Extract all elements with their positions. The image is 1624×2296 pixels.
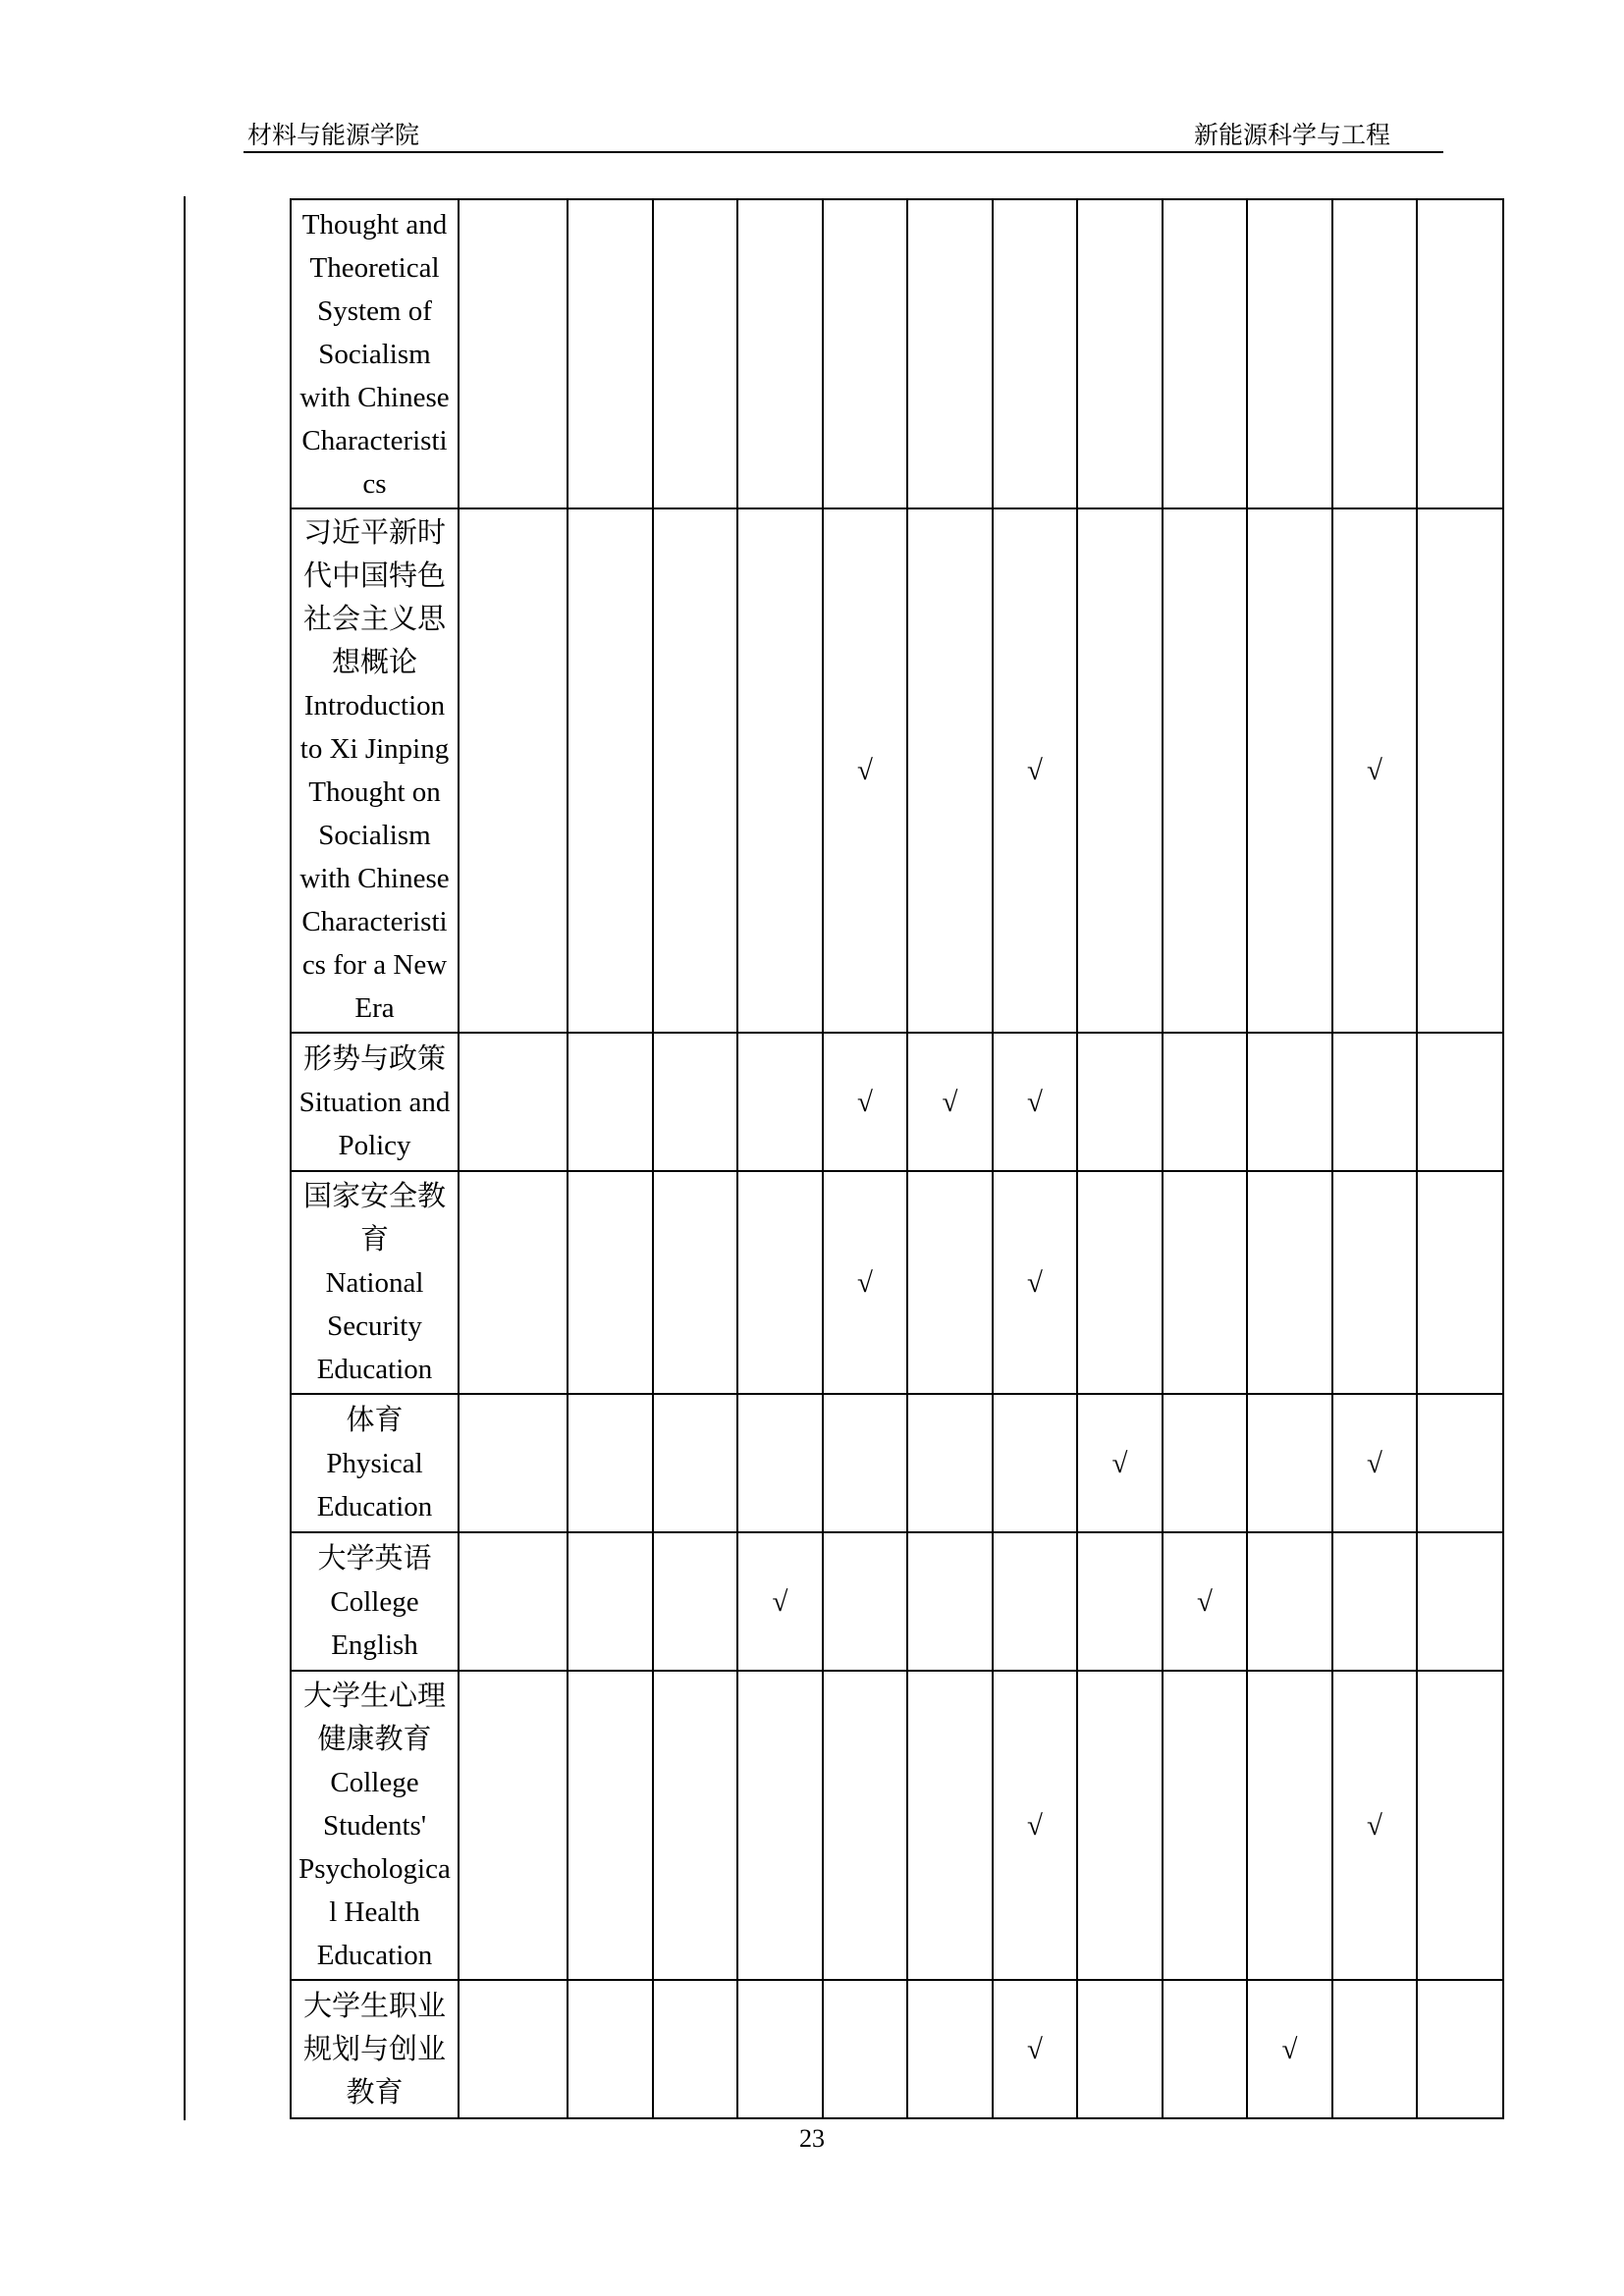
mark-cell	[1163, 1671, 1247, 1980]
mark-cell	[1077, 199, 1163, 508]
mark-cell	[1163, 1980, 1247, 2118]
mark-cell	[1417, 1033, 1503, 1171]
mark-cell	[1163, 1394, 1247, 1532]
mark-cell	[568, 1532, 653, 1671]
mark-cell	[568, 1171, 653, 1394]
mark-cell	[823, 1980, 907, 2118]
course-name-line: National	[325, 1266, 424, 1299]
mark-cell	[459, 1033, 568, 1171]
course-name-line: 体育	[346, 1404, 404, 1436]
mark-cell	[653, 508, 737, 1033]
mark-cell	[1077, 1980, 1163, 2118]
mark-cell	[459, 508, 568, 1033]
mark-cell	[1417, 199, 1503, 508]
course-name-line: 想概论	[331, 647, 417, 678]
course-name-line: Characteristi	[301, 906, 448, 937]
course-name-cell	[291, 1532, 459, 1671]
mark-cell: √	[1332, 1394, 1417, 1532]
mark-cell	[653, 1980, 737, 2118]
mark-cell	[1163, 1033, 1247, 1171]
course-name-line: Thought on	[308, 776, 441, 808]
mark-cell	[993, 199, 1077, 508]
mark-cell	[823, 1532, 907, 1671]
course-name-cell	[291, 508, 459, 1033]
course-name-line: 社会主义思	[302, 604, 446, 635]
course-name-line: English	[331, 1629, 418, 1661]
mark-cell	[737, 199, 823, 508]
course-name-line: Psychologica	[298, 1852, 451, 1885]
mark-cell	[1163, 1171, 1247, 1394]
mark-cell: √	[1247, 1980, 1332, 2118]
course-name-line: Policy	[338, 1129, 411, 1161]
mark-cell	[1417, 1980, 1503, 2118]
course-name-line: Education	[316, 1939, 433, 1971]
mark-cell	[568, 199, 653, 508]
mark-cell	[459, 1171, 568, 1394]
course-objective-matrix	[290, 198, 1504, 2119]
mark-cell: √	[1077, 1394, 1163, 1532]
mark-cell: √	[993, 1033, 1077, 1171]
mark-cell	[1077, 1033, 1163, 1171]
mark-cell	[1247, 1171, 1332, 1394]
course-name-line: 规划与创业	[302, 2033, 446, 2065]
header-major-name: 新能源科学与工程	[1193, 123, 1390, 149]
mark-cell	[568, 508, 653, 1033]
mark-cell	[653, 199, 737, 508]
mark-cell	[907, 1671, 993, 1980]
mark-cell: √	[993, 508, 1077, 1033]
mark-cell	[1077, 508, 1163, 1033]
table-row	[291, 1394, 1503, 1532]
course-name-line: 大学英语	[317, 1542, 432, 1575]
mark-cell	[1077, 1671, 1163, 1980]
course-name-line: 大学生职业	[302, 1990, 446, 2022]
mark-cell	[737, 1980, 823, 2118]
mark-cell	[459, 1532, 568, 1671]
course-name-cell	[291, 1671, 459, 1980]
mark-cell: √	[1163, 1532, 1247, 1671]
mark-cell: √	[907, 1033, 993, 1171]
mark-cell	[993, 1532, 1077, 1671]
mark-cell	[459, 1980, 568, 2118]
mark-cell	[823, 1671, 907, 1980]
mark-cell: √	[1332, 508, 1417, 1033]
course-name-line: Students'	[322, 1809, 427, 1842]
mark-cell: √	[823, 1033, 907, 1171]
mark-cell: √	[1332, 1671, 1417, 1980]
mark-cell	[1163, 508, 1247, 1033]
course-name-line: Socialism	[318, 338, 431, 370]
course-name-line: with Chinese	[299, 381, 450, 413]
mark-cell: √	[823, 508, 907, 1033]
course-name-line: cs for a New	[301, 949, 448, 981]
table-row	[291, 508, 1503, 1033]
mark-cell	[459, 199, 568, 508]
mark-cell	[907, 508, 993, 1033]
course-name-line: 教育	[346, 2076, 404, 2109]
mark-cell	[568, 1033, 653, 1171]
mark-cell	[907, 1980, 993, 2118]
course-name-line: 习近平新时	[302, 517, 446, 549]
mark-cell	[1247, 1532, 1332, 1671]
mark-cell	[653, 1033, 737, 1171]
mark-cell	[459, 1671, 568, 1980]
course-name-line: Physical	[326, 1447, 423, 1479]
page-header	[244, 110, 1443, 153]
mark-cell	[1247, 1394, 1332, 1532]
mark-cell	[1077, 1532, 1163, 1671]
course-name-line: Education	[316, 1353, 433, 1385]
course-name-line: Education	[316, 1490, 433, 1522]
mark-cell	[1417, 1671, 1503, 1980]
mark-cell	[1332, 1171, 1417, 1394]
course-name-line: 育	[359, 1223, 389, 1255]
mark-cell	[1247, 508, 1332, 1033]
mark-cell	[737, 1671, 823, 1980]
mark-cell: √	[993, 1671, 1077, 1980]
mark-cell: √	[993, 1171, 1077, 1394]
mark-cell: √	[737, 1532, 823, 1671]
mark-cell	[737, 1394, 823, 1532]
table-row	[291, 1171, 1503, 1394]
mark-cell	[1417, 1171, 1503, 1394]
table-row	[291, 1671, 1503, 1980]
course-name-line: 国家安全教	[302, 1180, 446, 1212]
mark-cell	[737, 1171, 823, 1394]
mark-cell	[1417, 508, 1503, 1033]
mark-cell	[1332, 1033, 1417, 1171]
course-name-line: to Xi Jinping	[299, 733, 450, 765]
mark-cell	[1163, 199, 1247, 508]
course-name-line: College	[330, 1766, 419, 1798]
course-name-line: College	[330, 1585, 419, 1618]
course-name-line: l Health	[329, 1896, 420, 1928]
mark-cell: √	[823, 1171, 907, 1394]
mark-cell	[653, 1532, 737, 1671]
mark-cell	[568, 1671, 653, 1980]
mark-cell	[737, 508, 823, 1033]
course-name-line: with Chinese	[299, 863, 450, 894]
mark-cell	[907, 199, 993, 508]
course-name-line: Theoretical	[309, 251, 440, 284]
course-name-line: 代中国特色	[302, 561, 446, 592]
mark-cell	[1417, 1394, 1503, 1532]
mark-cell	[653, 1394, 737, 1532]
table-row	[291, 1033, 1503, 1171]
mark-cell	[1417, 1532, 1503, 1671]
course-name-line: Security	[327, 1309, 422, 1342]
mark-cell	[459, 1394, 568, 1532]
course-name-line: Era	[354, 992, 395, 1024]
mark-cell: √	[993, 1980, 1077, 2118]
mark-cell	[1332, 1532, 1417, 1671]
course-name-cell	[291, 199, 459, 508]
mark-cell	[1247, 199, 1332, 508]
mark-cell	[907, 1394, 993, 1532]
course-name-line: Socialism	[318, 820, 431, 851]
mark-cell	[1332, 1980, 1417, 2118]
course-name-line: 形势与政策	[302, 1042, 446, 1075]
course-name-line: 大学生心理	[302, 1680, 446, 1712]
course-name-line: 健康教育	[317, 1723, 432, 1755]
mark-cell	[1332, 199, 1417, 508]
mark-cell	[737, 1033, 823, 1171]
mark-cell	[568, 1980, 653, 2118]
table-row	[291, 1980, 1503, 2118]
mark-cell	[653, 1171, 737, 1394]
mark-cell	[823, 1394, 907, 1532]
mark-cell	[1247, 1033, 1332, 1171]
course-name-line: cs	[362, 467, 387, 500]
mark-cell	[568, 1394, 653, 1532]
mark-cell	[907, 1171, 993, 1394]
mark-cell	[993, 1394, 1077, 1532]
mark-cell	[823, 199, 907, 508]
table-row	[291, 1532, 1503, 1671]
course-name-line: Introduction	[303, 690, 446, 721]
page-number: 23	[799, 2124, 825, 2153]
binding-margin-line	[184, 196, 186, 2120]
course-name-cell	[291, 1980, 459, 2118]
course-name-line: Characteristi	[301, 424, 448, 456]
course-name-line: Thought and	[301, 208, 448, 240]
course-name-line: System of	[317, 294, 432, 327]
course-name-cell	[291, 1171, 459, 1394]
table-row	[291, 199, 1503, 508]
course-name-cell	[291, 1394, 459, 1532]
mark-cell	[1247, 1671, 1332, 1980]
header-school-name: 材料与能源学院	[247, 123, 420, 149]
course-name-cell	[291, 1033, 459, 1171]
course-name-line: Situation and	[298, 1086, 451, 1118]
mark-cell	[1077, 1171, 1163, 1394]
mark-cell	[653, 1671, 737, 1980]
mark-cell	[907, 1532, 993, 1671]
